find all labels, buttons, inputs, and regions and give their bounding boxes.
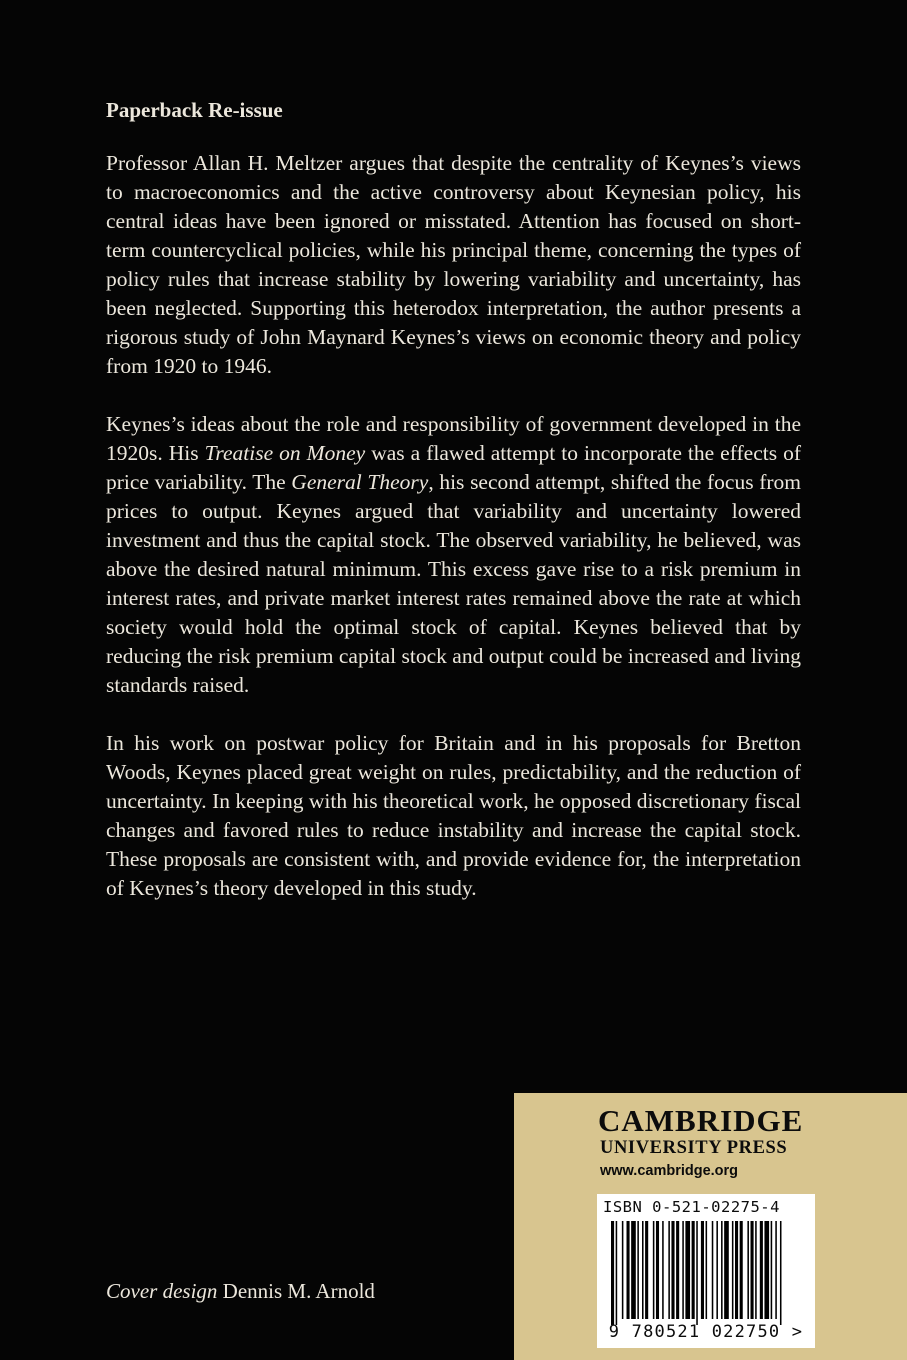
publisher-name: CAMBRIDGE	[598, 1103, 804, 1138]
isbn-label: ISBN 0-521-02275-4	[603, 1198, 780, 1216]
paragraph-2-part-3: , his second attempt, shifted the focus from prices to output. Keynes argued that variability and uncertainty lowered investment and thus the capital stock. The observed variability, he believed, was above the desired natural minimum. This excess gave rise to a risk premium in interest rates, and private market interest rates remained above the rate at which society would hold the optimal stock of capital. Keynes believed that by reducing the risk premium capital stock and output could be increased and living standards raised.	[106, 470, 801, 697]
publisher-subtitle: UNIVERSITY PRESS	[600, 1138, 788, 1158]
publisher-box	[514, 1093, 907, 1360]
paragraph-2-part-2: was a flawed attempt to incorporate the effects of price variability. The	[106, 441, 802, 494]
blurb	[106, 96, 801, 932]
cover-credit	[106, 1277, 375, 1306]
paragraph-3: In his work on postwar policy for Britain and in his proposals for Bretton Woods, Keynes placed great weight on rules, predictability, and the reduction of uncertainty. In keeping with his theoretical work, he opposed discretionary fiscal changes and favored rules to reduce instability and increase the capital stock. These proposals are consistent with, and provide evidence for, the interpretation of Keynes’s theory developed in this study.	[106, 731, 801, 900]
heading: Paperback Re-issue	[106, 98, 283, 122]
barcode-box	[597, 1194, 815, 1348]
publisher-url: www.cambridge.org	[600, 1163, 739, 1179]
barcode-number: 9 780521 022750 >	[608, 1322, 804, 1342]
cover-credit-label: Cover design	[106, 1279, 218, 1303]
general-theory-title: General Theory	[291, 470, 429, 494]
treatise-title: Treatise on Money	[204, 441, 366, 465]
cover-credit-name: Dennis M. Arnold	[217, 1279, 375, 1303]
paragraph-1: Professor Allan H. Meltzer argues that despite the centrality of Keynes’s views to macroeconomics and the active controversy about Keynesian policy, his central ideas have been ignored or misstated. Attention has focused on short-term countercyclical policies, while his principal theme, concerning the types of policy rules that increase stability by lowering variability and uncertainty, has been neglected. Supporting this heterodox interpretation, the author presents a rigorous study of John Maynard Keynes’s views on economic theory and policy from 1920 to 1946.	[106, 151, 801, 378]
paragraph-2-part-1: Keynes’s ideas about the role and responsibility of government developed in the 1920s. His	[106, 412, 801, 465]
paragraph-2	[106, 410, 801, 700]
